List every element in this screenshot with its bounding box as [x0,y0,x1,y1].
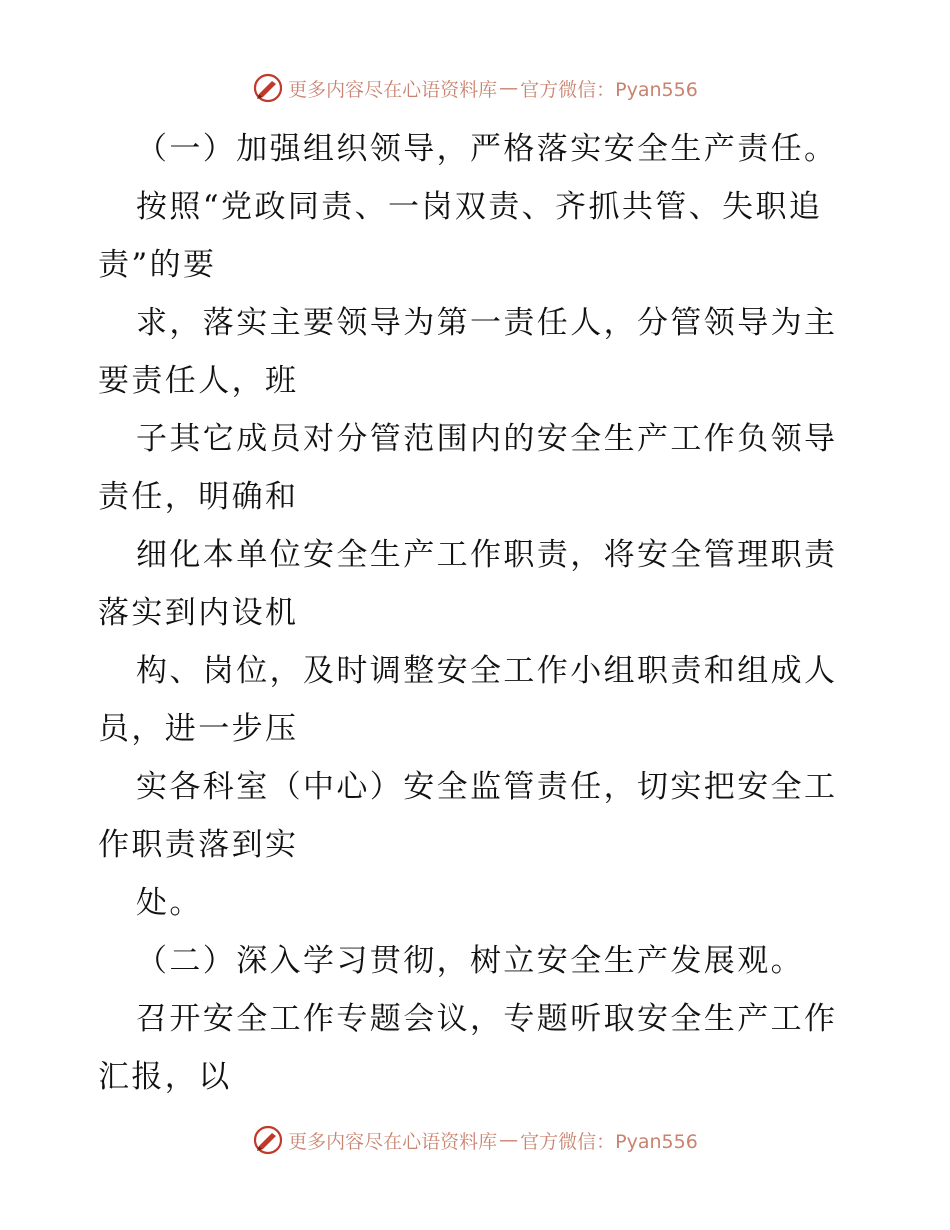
text-line: （一）加强组织领导，严格落实安全生产责任。 [136,131,838,167]
text-line: 召开安全工作专题会议，专题听取安全生产工作 [136,1001,838,1037]
text-line: 按照“党政同责、一岗双责、齐抓共管、失职追 [136,189,823,225]
text-line: 落实到内设机 [98,595,299,631]
text-line: 汇报，以 [98,1059,232,1095]
text-line: 实各科室（中心）安全监管责任，切实把安全工 [136,769,838,805]
text-line: 员，进一步压 [98,711,299,747]
text-line: 作职责落到实 [98,827,299,863]
pen-logo-icon [252,1124,284,1156]
text-line: 子其它成员对分管范围内的安全生产工作负领导 [136,421,838,457]
text-line: 构、岗位，及时调整安全工作小组职责和组成人 [136,653,838,689]
text-line: 求，落实主要领导为第一责任人，分管领导为主 [136,305,838,341]
watermark-contact: 官方微信：Pyan556 [520,1130,698,1153]
text-line: 责”的要 [98,247,217,283]
text-line: 细化本单位安全生产工作职责，将安全管理职责 [136,537,838,573]
watermark-text: 更多内容尽在心语资料库 [288,1130,498,1153]
document-body [98,120,858,1106]
header-watermark [0,72,950,104]
text-line: 处。 [136,885,203,921]
watermark-text: 更多内容尽在心语资料库 [288,78,498,101]
watermark-separator: — [499,1129,519,1151]
watermark-contact: 官方微信：Pyan556 [520,78,698,101]
watermark-separator: — [499,77,519,99]
text-line: 要责任人，班 [98,363,299,399]
footer-watermark [0,1124,950,1156]
text-line: （二）深入学习贯彻，树立安全生产发展观。 [136,943,804,979]
text-line: 责任，明确和 [98,479,299,515]
pen-logo-icon [252,72,284,104]
